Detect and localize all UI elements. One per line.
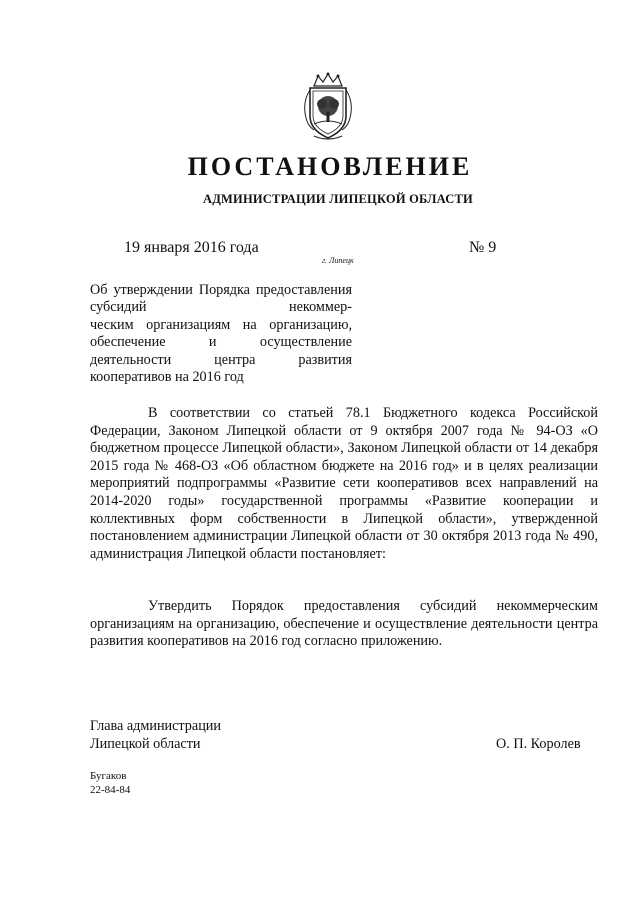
subject-line: ческим организациям на организацию, обеспечение и осуществление деятельности центра развития xyxy=(90,316,352,368)
document-number: № 9 xyxy=(469,239,497,256)
signatory-role-line: Липецкой области xyxy=(90,735,201,752)
coat-of-arms-icon xyxy=(298,72,358,142)
document-subtitle: АДМИНИСТРАЦИИ ЛИПЕЦКОЙ ОБЛАСТИ xyxy=(203,192,473,206)
executor-name: Бугаков xyxy=(90,770,127,782)
document-date: 19 января 2016 года xyxy=(124,239,259,256)
decree-paragraph: Утвердить Порядок предоставления субсидий некоммерческим организациям на организацию, обеспечение и осуществление деятельности центра развития кооперативов на 2016 год согласно приложению. xyxy=(90,598,598,650)
preamble-paragraph: В соответствии со статьей 78.1 Бюджетного кодекса Российской Федерации, Законом Липецкой области от 9 октября 2007 года № 94-ОЗ «О бюджетном процессе Липецкой области», Законом Липецкой области от 14 декабря 2015 года № 468-ОЗ «Об областном бюджете на 2016 год» и в целях реализации мероприятий подпрограммы «Развитие сети кооперативов всех направлений на 2014-2020 годы» государственной программы «Развитие кооперации и коллективных форм собственности в Липецкой области», утвержденной постановлением администрации Липецкой области от 30 октября 2013 года № 490, администрация Липецкой области постановляет: xyxy=(90,405,598,562)
subject-line: Об утверждении Порядка предоставления субсидий некоммер- xyxy=(90,282,352,316)
document-subject xyxy=(90,282,352,386)
signatory-role-line: Глава администрации xyxy=(90,718,221,734)
signatory-role xyxy=(90,718,221,753)
executor-phone: 22-84-84 xyxy=(90,783,131,796)
document-title: ПОСТАНОВЛЕНИЕ xyxy=(187,152,473,181)
signatory-name: О. П. Королев xyxy=(496,736,581,752)
subject-line: кооперативов на 2016 год xyxy=(90,369,244,386)
document-city: г. Липецк xyxy=(322,256,354,265)
executor-block xyxy=(90,770,130,797)
